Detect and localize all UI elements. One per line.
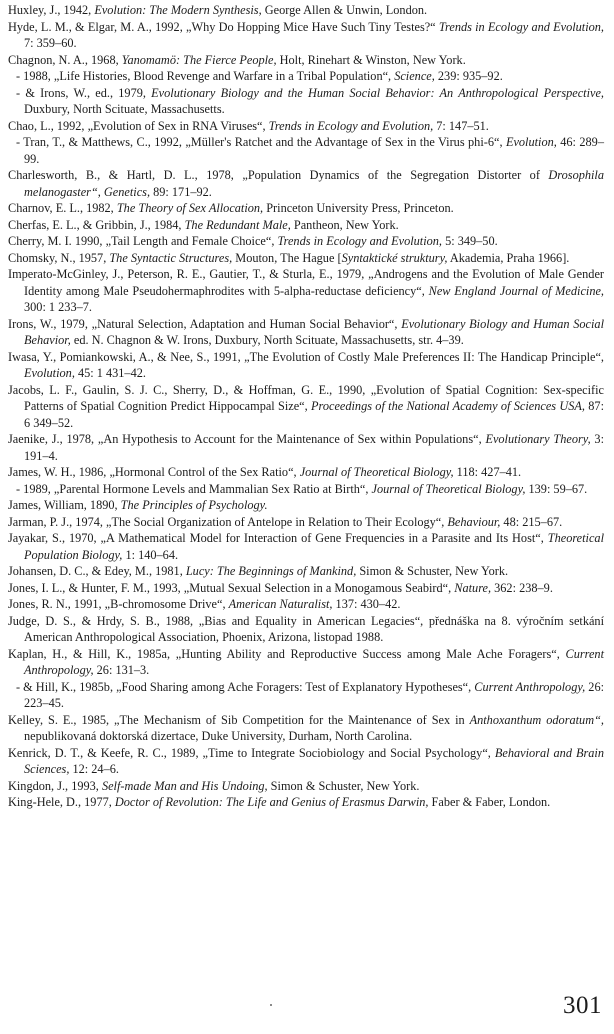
reference-text: Simon & Schuster, New York.: [267, 778, 420, 793]
reference-text: Duxbury, North Scituate, Massachusetts.: [24, 102, 225, 116]
reference-text: Pantheon, New York.: [290, 217, 399, 232]
reference-text: Johansen, D. C., & Edey, M., 1981,: [8, 564, 186, 578]
reference-text: Kelley, S. E., 1985, „The Mechanism of Sib Competition for the Maintenance of Sex in: [8, 712, 470, 727]
reference-entry: [8, 217, 604, 234]
reference-title-italic: Current Anthropology,: [24, 646, 604, 677]
reference-text: 139: 59–67.: [525, 481, 588, 496]
reference-title-italic: Behavioral and Brain Sciences,: [24, 745, 604, 776]
reference-entry: [8, 613, 604, 646]
reference-entry: [8, 200, 604, 217]
page-number: 301: [563, 992, 602, 1019]
reference-title-italic: Drosophila melanogaster“, Genetics,: [24, 168, 604, 199]
reference-entry: [8, 580, 604, 597]
reference-text: Judge, D. S., & Hrdy, S. B., 1988, „Bias and Equality in American Legacies“, přednáška na 8. výročním setkání American Anthropological Association, Phoenix, Arizona, listopad 1988.: [8, 613, 604, 644]
speck: [270, 1004, 272, 1006]
reference-text: Kingdon, J., 1993,: [8, 778, 102, 793]
reference-entry: [8, 349, 604, 382]
reference-entry: [8, 712, 604, 745]
reference-entry: [8, 2, 604, 19]
reference-text: 362: 238–9.: [491, 580, 553, 595]
reference-title-italic: Trends in Ecology and Evolution,: [277, 234, 442, 248]
reference-entry: [8, 250, 604, 267]
reference-text: King-Hele, D., 1977,: [8, 795, 115, 809]
reference-entry: [8, 563, 604, 580]
reference-entry: [8, 778, 604, 795]
reference-entry: [8, 19, 604, 52]
reference-text: 5: 349–50.: [442, 234, 498, 248]
reference-text: 7: 147–51.: [433, 118, 489, 133]
reference-entry: [8, 134, 604, 167]
reference-text: Iwasa, Y., Pomiankowski, A., & Nee, S., 1991, „The Evolution of Costly Male Preferences II: The Handicap Principle“,: [8, 349, 604, 364]
reference-entry: [8, 596, 604, 613]
reference-title-italic: The Theory of Sex Allocation,: [116, 201, 264, 215]
reference-entry: [8, 52, 604, 69]
reference-title-italic: Theoretical Population Biology,: [24, 531, 604, 562]
reference-text: 46: 289–99.: [24, 135, 604, 166]
reference-title-italic: Yanomamö: The Fierce People,: [121, 52, 277, 67]
reference-entry: [8, 85, 604, 118]
reference-text: Chagnon, N. A., 1968,: [8, 52, 122, 67]
reference-text: - 1989, „Parental Hormone Levels and Mammalian Sex Ratio at Birth“,: [16, 481, 372, 496]
reference-title-italic: Evolution: The Modern Synthesis,: [94, 3, 262, 17]
reference-title-italic: Proceedings of the National Academy of Sciences USA,: [311, 399, 585, 413]
reference-entry: [8, 530, 604, 563]
reference-text: Jones, I. L., & Hunter, F. M., 1993, „Mutual Sexual Selection in a Monogamous Seabird“,: [8, 580, 455, 595]
reference-entry: [8, 481, 604, 498]
reference-text: Huxley, J., 1942,: [8, 3, 95, 17]
reference-text: Chomsky, N., 1957,: [8, 250, 110, 265]
reference-title-italic: Doctor of Revolution: The Life and Genius of Erasmus Darwin,: [114, 795, 429, 809]
reference-title-italic: Science,: [394, 69, 435, 83]
reference-title-italic: New England Journal of Medicine,: [428, 283, 605, 298]
reference-text: 87: 6 349–52.: [24, 399, 604, 430]
reference-text: 300: 1 233–7.: [24, 300, 92, 314]
reference-text: Akademia, Praha 1966].: [447, 250, 570, 265]
reference-text: Kaplan, H., & Hill, K., 1985a, „Hunting Ability and Reproductive Success among Male Ache Foragers“,: [8, 646, 566, 661]
reference-entry: [8, 266, 604, 316]
reference-text: George Allen & Unwin, London.: [261, 3, 428, 17]
reference-title-italic: The Principles of Psychology.: [120, 498, 268, 512]
reference-text: 239: 935–92.: [434, 69, 503, 83]
reference-entry: [8, 167, 604, 200]
reference-title-italic: Evolutionary Biology and Human Social Behavior,: [24, 316, 604, 347]
reference-text: Jaenike, J., 1978, „An Hypothesis to Account for the Maintenance of Sex within Populations“,: [8, 432, 486, 446]
reference-title-italic: Journal of Theoretical Biology,: [371, 481, 526, 496]
reference-text: - & Irons, W., ed., 1979,: [16, 85, 152, 100]
reference-entry: [8, 118, 604, 135]
reference-text: 12: 24–6.: [69, 762, 119, 776]
reference-entry: [8, 794, 604, 811]
reference-text: Irons, W., 1979, „Natural Selection, Adaptation and Human Social Behavior“,: [8, 316, 402, 331]
reference-text: ed. N. Chagnon & W. Irons, Duxbury, North Scituate, Massachusetts, str. 4–39.: [70, 333, 464, 347]
reference-entry: [8, 646, 604, 679]
reference-text: Hyde, L. M., & Elgar, M. A., 1992, „Why Do Hopping Mice Have Such Tiny Testes?“: [8, 19, 439, 34]
reference-title-italic: American Naturalist,: [228, 597, 333, 611]
reference-entry: [8, 679, 604, 712]
reference-title-italic: Self-made Man and His Undoing,: [101, 778, 268, 793]
reference-title-italic: Evolutionary Theory,: [485, 432, 591, 446]
reference-title-italic: Lucy: The Beginnings of Mankind,: [185, 564, 357, 578]
reference-title-italic: Evolution,: [505, 135, 557, 149]
reference-text: Jayakar, S., 1970, „A Mathematical Model for Interaction of Gene Frequencies in a Parasite and Its Host“,: [8, 531, 548, 545]
reference-text: Kenrick, D. T., & Keefe, R. C., 1989, „Time to Integrate Sociobiology and Social Psychology“,: [8, 745, 495, 760]
reference-entry: [8, 745, 604, 778]
reference-entry: [8, 382, 604, 432]
reference-text: Princeton University Press, Princeton.: [263, 201, 454, 215]
reference-text: 118: 427–41.: [453, 465, 522, 479]
reference-title-italic: Journal of Theoretical Biology,: [299, 465, 454, 479]
bibliography-list: [8, 2, 604, 811]
reference-title-italic: Current Anthropology,: [474, 679, 586, 694]
reference-text: Faber & Faber, London.: [428, 795, 551, 809]
reference-text: Simon & Schuster, New York.: [356, 564, 509, 578]
reference-title-italic: Evolutionary Biology and the Human Social Behavior: An Anthropological Perspective,: [151, 85, 604, 100]
reference-title-italic: Anthoxanthum odoratum“,: [469, 712, 604, 727]
reference-text: 137: 430–42.: [332, 597, 401, 611]
reference-text: 26: 131–3.: [93, 663, 150, 677]
reference-title-italic: Trends in Ecology and Evolution,: [268, 118, 434, 133]
reference-title-italic: The Redundant Male,: [184, 217, 291, 232]
reference-entry: [8, 316, 604, 349]
reference-text: Imperato-McGinley, J., Peterson, R. E., Gautier, T., & Sturla, E., 1979, „Androgens and the Evolution of Male Gender Identity among Male Pseudohermaphrodites with 5-alpha-reductase deficiency“,: [8, 267, 604, 298]
reference-text: nepublikovaná doktorská dizertace, Duke University, Durham, North Carolina.: [24, 729, 413, 743]
reference-text: Cherry, M. I. 1990, „Tail Length and Female Choice“,: [8, 234, 278, 248]
reference-text: Jones, R. N., 1991, „B-chromosome Drive“,: [8, 597, 229, 611]
reference-text: 7: 359–60.: [24, 36, 77, 50]
reference-entry: [8, 497, 604, 514]
reference-text: 89: 171–92.: [150, 184, 212, 199]
reference-title-italic: The Syntactic Structures,: [109, 250, 233, 265]
reference-entry: [8, 233, 604, 250]
reference-text: Cherfas, E. L., & Gribbin, J., 1984,: [8, 217, 185, 232]
reference-text: James, W. H., 1986, „Hormonal Control of the Sex Ratio“,: [8, 465, 300, 479]
reference-text: Mouton, The Hague [: [232, 250, 342, 265]
reference-text: 45: 1 431–42.: [74, 366, 146, 380]
reference-entry: [8, 514, 604, 531]
reference-entry: [8, 68, 604, 85]
reference-text: Holt, Rinehart & Winston, New York.: [276, 52, 466, 67]
reference-title-italic: Syntaktické struktury,: [341, 250, 448, 265]
reference-title-italic: Nature,: [454, 580, 492, 595]
reference-title-italic: Evolution,: [24, 366, 75, 380]
reference-title-italic: Trends in Ecology and Evolution,: [438, 19, 605, 34]
reference-text: 1: 140–64.: [122, 547, 179, 562]
reference-title-italic: Behaviour,: [447, 514, 501, 529]
reference-entry: [8, 431, 604, 464]
reference-text: 26: 223–45.: [24, 679, 605, 710]
reference-text: 3: 191–4.: [24, 432, 605, 463]
reference-text: Charnov, E. L., 1982,: [8, 201, 117, 215]
reference-text: Jacobs, L. F., Gaulin, S. J. C., Sherry, D., & Hoffman, G. E., 1990, „Evolution of Spatial Cognition: Sex-specific Patterns of Spatial Cognition Predict Hippocampal Size“,: [8, 382, 604, 413]
reference-text: - & Hill, K., 1985b, „Food Sharing among Ache Foragers: Test of Explanatory Hypotheses“,: [16, 679, 475, 694]
reference-text: Jarman, P. J., 1974, „The Social Organization of Antelope in Relation to Their Ecology“,: [8, 514, 448, 529]
reference-text: Charlesworth, B., & Hartl, D. L., 1978, „Population Dynamics of the Segregation Distorter of: [8, 168, 549, 182]
reference-entry: [8, 464, 604, 481]
reference-text: James, William, 1890,: [8, 498, 121, 512]
reference-text: - 1988, „Life Histories, Blood Revenge and Warfare in a Tribal Population“,: [16, 69, 395, 83]
reference-text: - Tran, T., & Matthews, C., 1992, „Müller's Ratchet and the Advantage of Sex in the Virus phi-6“,: [16, 135, 506, 149]
reference-text: Chao, L., 1992, „Evolution of Sex in RNA Viruses“,: [8, 118, 269, 133]
reference-text: 48: 215–67.: [500, 514, 563, 529]
